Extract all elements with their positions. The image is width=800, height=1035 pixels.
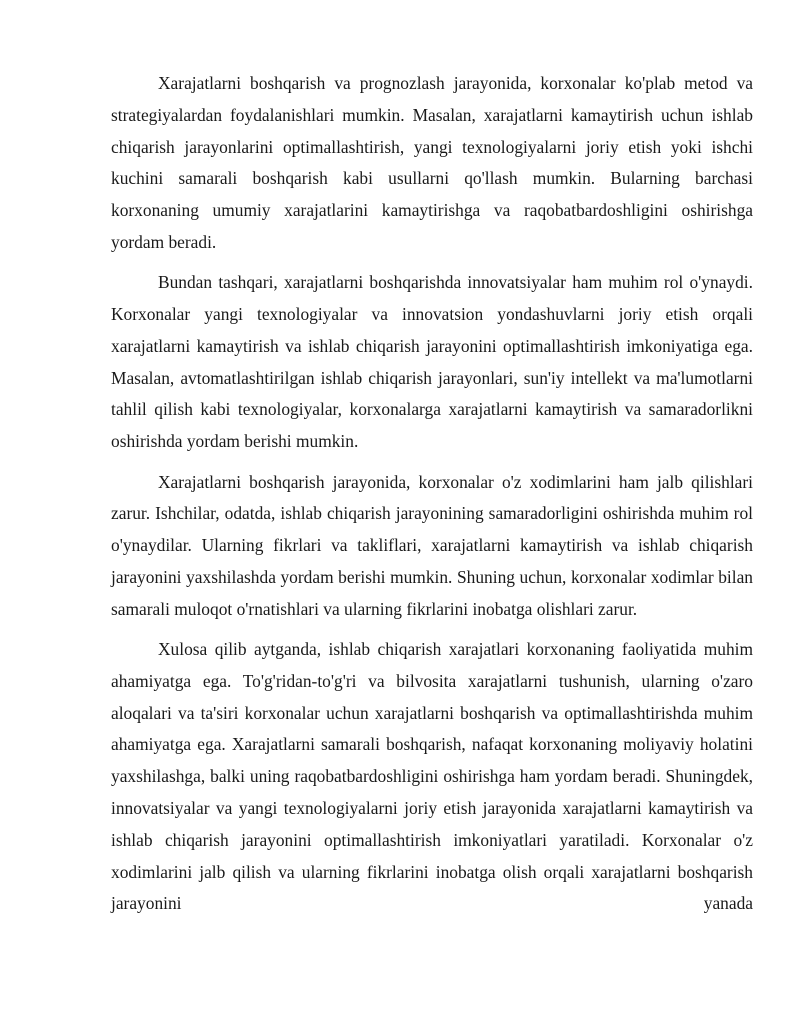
paragraph-3: Xarajatlarni boshqarish jarayonida, korxonalar o'z xodimlarini ham jalb qilishlari zarur. Ishchilar, odatda, ishlab chiqarish jarayonining samaradorligini oshirishda muhim rol o'ynaydilar. Ularning fikrlari va takliflari, xarajatlarni kamaytirish va ishlab chiqarish jarayonini yaxshilashda yordam berishi mumkin. Shuning uchun, korxonalar xodimlar bilan samarali muloqot o'rnatishlari va ularning fikrlarini inobatga olishlari zarur. (111, 471, 753, 619)
document-body (111, 68, 753, 929)
paragraph-1: Xarajatlarni boshqarish va prognozlash jarayonida, korxonalar ko'plab metod va strategiyalardan foydalanishlari mumkin. Masalan, xarajatlarni kamaytirish uchun ishlab chiqarish jarayonlarini optimallashtirish, yangi texnologiyalarni joriy etish yoki ishchi kuchini samarali boshqarish kabi usullarni qo'llash mumkin. Bularning barchasi korxonaning umumiy xarajatlarini kamaytirishga va raqobatbardoshligini oshirishga yordam beradi. (111, 73, 753, 252)
paragraph-4: Xulosa qilib aytganda, ishlab chiqarish xarajatlari korxonaning faoliyatida muhim ahamiyatga ega. To'g'ridan-to'g'ri va bilvosita xarajatlarni tushunish, ularning o'zaro aloqalari va ta'siri korxonalar uchun xarajatlarni boshqarish va optimallashtirishda muhim ahamiyatga ega. Xarajatlarni samarali boshqarish, nafaqat korxonaning moliyaviy holatini yaxshilashga, balki uning raqobatbardoshligini oshirishga ham yordam beradi. Shuningdek, innovatsiyalar va yangi texnologiyalarni joriy etish jarayonida xarajatlarni kamaytirish va ishlab chiqarish jarayonini optimallashtirish imkoniyatlari yaratiladi. Korxonalar o'z xodimlarini jalb qilish va ularning fikrlarini inobatga olish orqali xarajatlarni boshqarish jarayonini yanada (111, 639, 753, 914)
paragraph-2: Bundan tashqari, xarajatlarni boshqarishda innovatsiyalar ham muhim rol o'ynaydi. Korxonalar yangi texnologiyalar va innovatsion yondashuvlarni joriy etish orqali xarajatlarni kamaytirish va ishlab chiqarish jarayonini optimallashtirish imkoniyatiga ega. Masalan, avtomatlashtirilgan ishlab chiqarish jarayonlari, sun'iy intellekt va ma'lumotlarni tahlil qilish kabi texnologiyalar, korxonalarga xarajatlarni kamaytirish va samaradorlikni oshirishda yordam berishi mumkin. (111, 272, 753, 452)
